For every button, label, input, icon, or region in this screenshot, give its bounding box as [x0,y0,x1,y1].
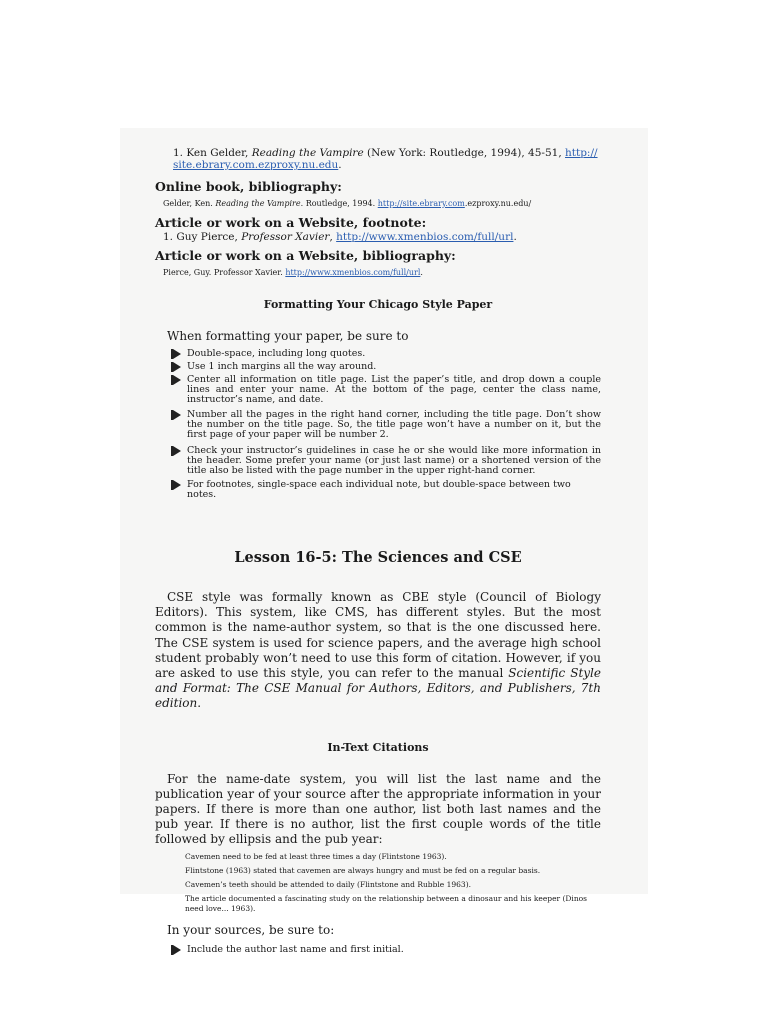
lesson-intro: CSE style was formally known as CBE style (Council of Biology Editors). This system, like CMS, has different styles. But the most common is the name-author system, so that is the one discussed here. The CSE system is used for science papers, and the average high school student probably won’t need to use this form of citation. However, if you are asked to use this style, you can refer to the manual Scientific Style and Format: The CSE Manual for Authors, Editors, and Publishers, 7th edition. [155,590,601,711]
formatting-list [155,349,601,500]
arrow-bullet-icon [173,362,181,372]
document-content [155,140,601,955]
bibliography-online-book: Gelder, Ken. Reading the Vampire. Routledge, 1994. http://site.ebrary.com.ezproxy.nu.edu/ [163,199,532,208]
arrow-bullet-icon [173,945,181,955]
heading-website-bibliography: Article or work on a Website, bibliography: [155,248,456,263]
website-footnote-url-link[interactable]: http://www.xmenbios.com/full/url [336,231,514,243]
arrow-bullet-icon [173,375,181,385]
arrow-bullet-icon [173,410,181,420]
formatting-heading: Formatting Your Chicago Style Paper [263,298,493,311]
arrow-bullet-icon [173,480,181,490]
bibliography-website: Pierce, Guy. Professor Xavier. http://www.xmenbios.com/full/url. [163,268,423,277]
list-item: Check your instructor’s guidelines in case he or she would like more information in the header. Some prefer your name (or just last name) or a shortened version of the title also be listed with the page number in the upper right-hand corner. [173,446,601,476]
in-text-paragraph: For the name-date system, you will list the last name and the publication year of your source after the appropriate information in your papers. If there is more than one author, list both last names and the pub year. If there is no author, list the first couple words of the title followed by ellipsis and the pub year: [155,771,601,847]
formatting-lead: When formatting your paper, be sure to [167,329,409,343]
sources-list [155,945,601,955]
list-item: For footnotes, single-space each individual note, but double-space between two notes. [173,480,601,500]
list-item: Double-space, including long quotes. [173,349,601,359]
sources-lead: In your sources, be sure to: [167,922,335,937]
footnote-website: 1. Guy Pierce, Professor Xavier, http://www.xmenbios.com/full/url. [163,231,517,243]
heading-website-footnote: Article or work on a Website, footnote: [155,215,427,230]
example-citation: Cavemen’s teeth should be attended to daily (Flintstone and Rubble 1963). [185,879,472,889]
in-text-heading: In-Text Citations [327,740,429,754]
footnote-online-book: 1. Ken Gelder, Reading the Vampire (New York: Routledge, 1994), 45-51, http:// site.ebrary.com.ezproxy.nu.edu. [173,147,598,171]
arrow-bullet-icon [173,446,181,456]
footnote-url-link-cont[interactable]: site.ebrary.com.ezproxy.nu.edu [173,159,339,171]
example-citation: The article documented a fascinating study on the relationship between a dinosaur and his keeper (Dinos need love... 1963). [185,893,588,913]
example-citation: Flintstone (1963) stated that cavemen are always hungry and must be fed on a regular basis. [185,865,541,875]
website-bibliography-url-link[interactable]: http://www.xmenbios.com/full/url [285,268,421,277]
heading-online-book-bibliography: Online book, bibliography: [155,179,342,194]
footnote-url-link[interactable]: http:// [565,147,598,159]
list-item: Center all information on title page. List the paper’s title, and drop down a couple lines and enter your name. At the bottom of the page, center the class name, instructor’s name, and date. [173,375,601,405]
citation-examples [155,852,601,914]
bibliography-url-link[interactable]: http://site.ebrary.com [377,199,465,208]
list-item: Use 1 inch margins all the way around. [173,362,601,372]
list-item: Number all the pages in the right hand corner, including the title page. Don’t show the number on the title page. So, the title page won’t have a number on it, but the first page of your paper will be number 2. [173,410,601,440]
lesson-title: Lesson 16-5: The Sciences and CSE [234,549,522,566]
example-citation: Cavemen need to be fed at least three times a day (Flintstone 1963). [185,851,447,861]
list-item: Include the author last name and first initial. [173,945,601,955]
arrow-bullet-icon [173,349,181,359]
